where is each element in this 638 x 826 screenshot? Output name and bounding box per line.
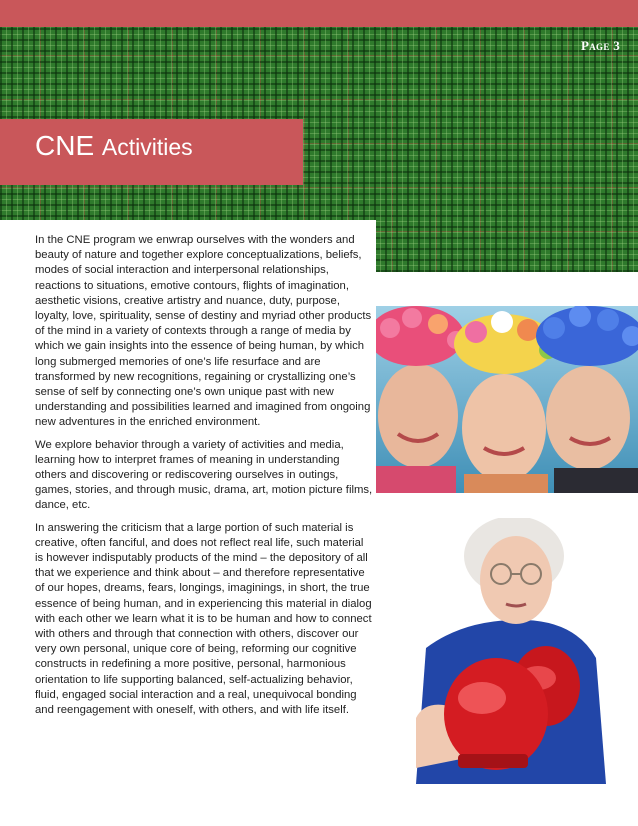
- body-text: [35, 233, 373, 725]
- page-number: Page 3: [581, 38, 620, 53]
- swimmers-photo: [376, 306, 638, 493]
- boxer-photo-illustration: [396, 518, 612, 784]
- title-part-cne: CNE: [35, 130, 102, 161]
- paragraph-2: We explore behavior through a variety of activities and media, learning how to interpret frames of meaning in understanding others and discovering or rediscovering ourselves in outings, games, stories, and through music, drama, art, motion picture films, dance, etc.: [35, 438, 373, 512]
- paragraph-1: In the CNE program we enwrap ourselves with the wonders and beauty of nature and together explore conceptualizations, beliefs, modes of social interaction and interpersonal relationships, reactions to situations, emotive contours, flights of imagination, aesthetic visions, creative artistry and nuance, duty, purpose, loyalty, love, spirituality, sense of destiny and myriad other products of the mind in a variety of contexts through a range of media by which we gain insights into the essence of being human, by which long submerged memories of one’s life resurface and are transformed by new recognitions, regaining or crystallizing one’s sense of self by connecting one’s own unique past with new understanding and possibilities learned and imagined from ongoing new adventures in the enriched environment.: [35, 234, 372, 429]
- top-color-bar: [0, 0, 638, 27]
- swimmers-photo-illustration: [376, 306, 638, 493]
- paragraph-3: In answering the criticism that a large portion of such material is creative, often fanciful, and does not reflect real life, such material is however indisputably products of the mind – the depository of all that we experience and think about – and therefore representative of our hopes, dreams, fears, longings, imaginings, in short, the true essence of being human, and in experiencing this material in dialog with each other we learn what it is to be human and how to connect with others and through that connection with others, discover our very own personal, unique core of being, reforming our cognitive constructs in redefining a more positive, personal, harmonious orientation to life supporting balanced, self-actualizing behavior, fluid, engaged social interaction and a real, unequivocal bonding and reengagement with oneself, with others, and with life itself.: [35, 521, 372, 717]
- title-part-activities: Activities: [101, 134, 193, 160]
- page-title: [35, 130, 193, 162]
- boxer-photo: [396, 518, 612, 784]
